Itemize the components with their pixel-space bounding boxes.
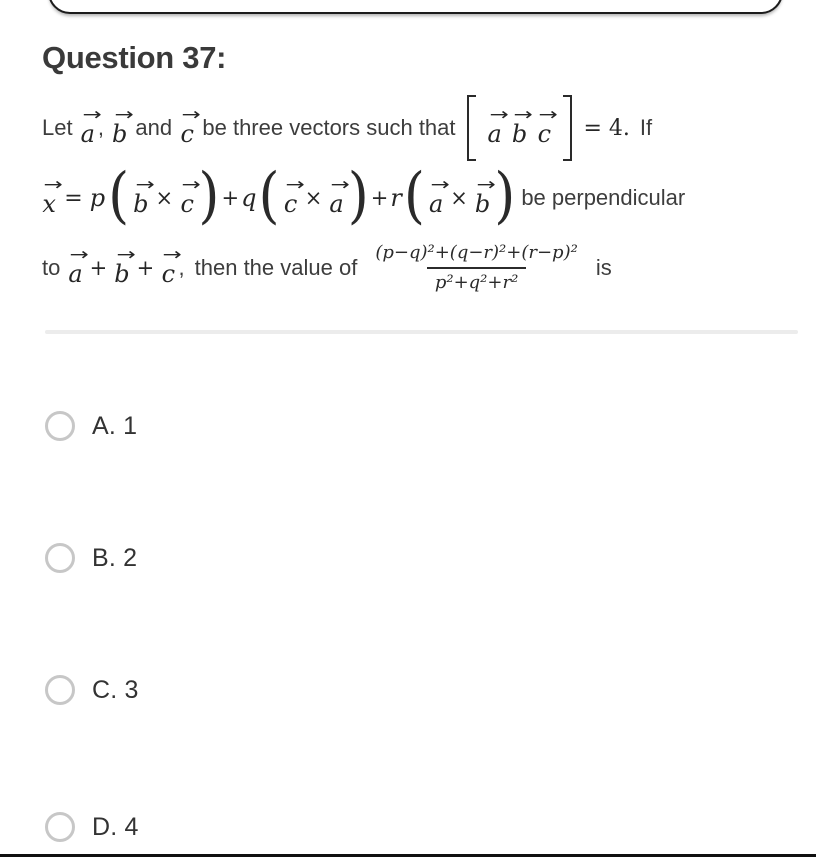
vector-arrow-icon: → bbox=[538, 104, 558, 125]
top-rounded-panel-edge bbox=[48, 0, 783, 14]
vector-arrow-icon: → bbox=[513, 104, 534, 125]
vector-arrow-icon: → bbox=[430, 174, 450, 195]
right-paren: ) bbox=[347, 160, 369, 231]
vector-arrow-icon: → bbox=[489, 104, 509, 125]
vector-arrow-icon: → bbox=[116, 244, 136, 265]
text-value-of: then the value of bbox=[194, 255, 358, 280]
plus-sign: + bbox=[136, 256, 155, 280]
vector-c: → c bbox=[180, 104, 201, 148]
option-d[interactable] bbox=[45, 812, 139, 842]
comma: , bbox=[178, 255, 185, 280]
option-b-label: B. 2 bbox=[92, 543, 138, 572]
text-be-perpendicular: be perpendicular bbox=[521, 185, 686, 210]
right-paren: ) bbox=[198, 160, 220, 231]
radio-button-a[interactable] bbox=[45, 411, 75, 441]
text-such-that: be three vectors such that bbox=[202, 115, 456, 140]
vector-b: → b bbox=[133, 174, 155, 218]
vector-b: → b bbox=[114, 244, 136, 288]
option-c-label: C. 3 bbox=[92, 675, 139, 704]
bottom-panel-edge bbox=[0, 854, 816, 857]
question-title: Question 37: bbox=[42, 40, 227, 75]
text-and: and bbox=[135, 115, 173, 140]
question-line-2 bbox=[42, 160, 796, 233]
vector-a: → a bbox=[428, 174, 450, 218]
cross-product-sign: × bbox=[450, 186, 468, 210]
right-paren: ) bbox=[494, 160, 516, 231]
vector-arrow-icon: → bbox=[114, 104, 134, 125]
vector-b: → b bbox=[474, 174, 497, 218]
radio-button-d[interactable] bbox=[45, 812, 75, 842]
vector-c: → c bbox=[537, 104, 558, 148]
left-paren: ( bbox=[403, 160, 425, 231]
vector-a: → a bbox=[329, 174, 351, 218]
vector-arrow-icon: → bbox=[476, 174, 497, 195]
vector-c: → c bbox=[180, 174, 201, 218]
scalar-triple-product-bracket bbox=[467, 95, 573, 161]
plus-sign: + bbox=[89, 256, 108, 280]
option-c[interactable] bbox=[45, 675, 139, 705]
left-bracket bbox=[467, 95, 476, 161]
left-paren: ( bbox=[258, 160, 280, 231]
vector-arrow-icon: → bbox=[330, 174, 351, 195]
vector-b: → b bbox=[511, 104, 534, 148]
text-to: to bbox=[42, 255, 61, 280]
vector-arrow-icon: → bbox=[181, 104, 201, 125]
cross-product-sign: × bbox=[304, 186, 323, 210]
scalar-r: r bbox=[390, 184, 402, 212]
text-let: Let bbox=[42, 115, 73, 140]
vector-arrow-icon: → bbox=[162, 244, 183, 265]
text-if: If bbox=[639, 115, 653, 140]
equals-sign: = bbox=[64, 185, 83, 211]
fraction-numerator: (p−q)²+(q−r)²+(r−p)² bbox=[375, 241, 578, 263]
scalar-q: q bbox=[241, 184, 257, 212]
question-line-1 bbox=[42, 93, 796, 163]
fraction bbox=[370, 242, 583, 295]
question-body bbox=[42, 93, 796, 303]
text-is: is bbox=[595, 255, 612, 280]
option-b[interactable] bbox=[45, 543, 137, 573]
vector-arrow-icon: → bbox=[285, 174, 305, 195]
plus-sign: + bbox=[221, 186, 240, 210]
plus-sign: + bbox=[370, 186, 389, 210]
vector-arrow-icon: → bbox=[69, 244, 90, 265]
vector-arrow-icon: → bbox=[82, 104, 102, 125]
left-paren: ( bbox=[108, 160, 130, 231]
vector-b: → b bbox=[112, 104, 134, 148]
cross-product-sign: × bbox=[155, 186, 174, 210]
equals-four: = 4. bbox=[583, 115, 630, 141]
scalar-p: p bbox=[89, 184, 106, 212]
vector-arrow-icon: → bbox=[43, 174, 63, 195]
vector-c: → c bbox=[283, 174, 305, 218]
option-a-label: A. 1 bbox=[92, 411, 138, 440]
vector-a: → a bbox=[68, 244, 90, 288]
vector-a: → a bbox=[80, 104, 102, 148]
vector-c: → c bbox=[161, 244, 183, 288]
radio-button-b[interactable] bbox=[45, 543, 75, 573]
option-d-label: D. 4 bbox=[92, 812, 139, 841]
right-bracket bbox=[563, 95, 572, 161]
option-a[interactable] bbox=[45, 411, 137, 441]
vector-arrow-icon: → bbox=[181, 174, 201, 195]
radio-button-c[interactable] bbox=[45, 675, 75, 705]
vector-x: → x bbox=[42, 174, 63, 218]
vector-a: → a bbox=[487, 104, 509, 148]
comma: , bbox=[97, 115, 105, 140]
fraction-denominator: p²+q²+r² bbox=[427, 267, 526, 295]
question-line-3 bbox=[42, 233, 796, 303]
section-divider bbox=[45, 330, 798, 334]
vector-arrow-icon: → bbox=[135, 174, 155, 195]
